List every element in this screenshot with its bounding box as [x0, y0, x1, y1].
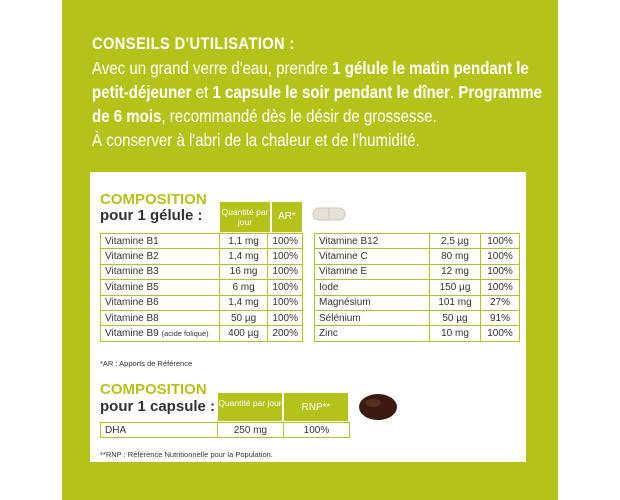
comp1-qty-header-label: Quantité par jour: [221, 207, 269, 227]
nutrient-name: [101, 310, 220, 325]
nutrient-name-text: Vitamine B12: [319, 235, 379, 247]
nutrient-quantity: 6 mg: [219, 280, 268, 295]
nutrient-name-text: Vitamine B8: [105, 312, 159, 324]
nutrient-quantity: 10 mg: [430, 326, 481, 341]
nutrient-percent: 100%: [481, 326, 520, 341]
usage-heading: CONSEILS D'UTILISATION :: [92, 34, 295, 53]
nutrient-percent: 27%: [481, 295, 520, 310]
comp1-table-right: [314, 233, 520, 342]
table-row: [101, 234, 303, 249]
nutrient-percent: 100%: [268, 234, 303, 249]
nutrient-percent: 200%: [268, 326, 303, 341]
nutrient-quantity: 250 mg: [217, 423, 283, 438]
comp1-title: COMPOSITION: [100, 191, 207, 208]
comp2-footnote: **RNP : Référence Nutritionnelle pour la Population.: [100, 450, 273, 459]
nutrient-quantity: 1,4 mg: [219, 249, 268, 264]
usage-text-1: Avec un grand verre d'eau, prendre: [92, 58, 333, 78]
usage-text-6: Programme de 6 mois: [92, 82, 542, 126]
nutrient-name: [101, 249, 220, 264]
nutrient-name-text: Vitamine B2: [105, 251, 159, 263]
table-row: [101, 264, 303, 279]
comp2-qty-header: [218, 393, 282, 421]
table-row: [315, 264, 520, 279]
comp1-table-left: [100, 233, 303, 342]
nutrient-quantity: 16 mg: [219, 264, 268, 279]
comp2-ref-header-label: RNP**: [301, 402, 331, 413]
nutrient-name-text: Vitamine B3: [105, 266, 159, 278]
comp2-qty-header-label: Quantité par jour: [218, 398, 282, 408]
table-row: [315, 280, 520, 295]
nutrient-name-text: Vitamine C: [319, 251, 368, 263]
nutrient-name-text: Vitamine B5: [105, 281, 159, 293]
table-row: [101, 295, 303, 310]
nutrient-quantity: 12 mg: [430, 264, 481, 279]
nutrient-quantity: 50 µg: [430, 310, 481, 325]
table-row: [315, 310, 520, 325]
comp1-ref-header-label: AR*: [278, 211, 296, 222]
nutrient-percent: 100%: [268, 280, 303, 295]
table-row: [315, 249, 520, 264]
nutrient-name-text: Vitamine B1: [105, 235, 159, 247]
nutrient-name: [101, 264, 220, 279]
nutrient-percent: 100%: [283, 423, 349, 438]
usage-instructions: [92, 32, 548, 152]
nutrient-name: [315, 249, 430, 264]
nutrient-name-text: Vitamine B9: [105, 328, 159, 340]
table-row: [315, 234, 520, 249]
nutrient-extra: (acide folique): [161, 329, 209, 339]
nutrient-percent: 100%: [268, 249, 303, 264]
nutrient-percent: 100%: [481, 234, 520, 249]
table-row: [101, 310, 303, 325]
nutrient-quantity: 50 µg: [219, 310, 268, 325]
nutrient-percent: 100%: [268, 295, 303, 310]
nutrient-percent: 100%: [481, 264, 520, 279]
green-panel: [62, 0, 558, 500]
nutrient-name: [101, 280, 220, 295]
nutrient-name: [101, 326, 220, 341]
comp2-table: [100, 422, 350, 438]
usage-text-4: 1 capsule le soir pendant le dîner: [212, 82, 450, 102]
comp1-subtitle: pour 1 gélule :: [100, 207, 203, 224]
nutrient-name: [315, 280, 430, 295]
nutrient-name-text: DHA: [105, 424, 127, 436]
nutrient-name: [101, 234, 220, 249]
usage-text-7: , recommandé dès le désir de grossesse.: [161, 106, 437, 126]
usage-text-5: .: [449, 82, 459, 102]
table-row: [315, 295, 520, 310]
nutrient-quantity: 101 mg: [430, 295, 481, 310]
table-row: [101, 423, 350, 438]
nutrient-name: [315, 295, 430, 310]
nutrient-name-text: Zinc: [319, 328, 338, 340]
table-row: [101, 326, 303, 341]
comp1-ref-header: [272, 202, 302, 232]
comp2-title: COMPOSITION: [100, 381, 207, 398]
comp1-qty-header: [220, 202, 270, 232]
gelule-icon: [312, 207, 346, 221]
table-row: [101, 280, 303, 295]
nutrient-quantity: 80 mg: [430, 249, 481, 264]
nutrient-name: [315, 264, 430, 279]
nutrient-percent: 100%: [481, 280, 520, 295]
nutrient-name-text: Vitamine B6: [105, 297, 159, 309]
nutrient-percent: 100%: [268, 310, 303, 325]
nutrient-name-text: Sélénium: [319, 312, 361, 324]
nutrient-percent: 91%: [481, 310, 520, 325]
nutrient-percent: 100%: [268, 264, 303, 279]
nutrient-name-text: Magnésium: [319, 297, 371, 309]
nutrient-name: [101, 295, 220, 310]
usage-text: [92, 56, 548, 128]
nutrient-quantity: 2,5 µg: [430, 234, 481, 249]
nutrient-name-text: Iode: [319, 281, 339, 293]
comp2-ref-header: [284, 393, 348, 421]
nutrient-quantity: 1,4 mg: [219, 295, 268, 310]
nutrient-quantity: 1,1 mg: [219, 234, 268, 249]
comp2-subtitle: pour 1 capsule :: [100, 398, 216, 415]
nutrient-name: [315, 326, 430, 341]
nutrient-name: [315, 310, 430, 325]
usage-text-3: et: [191, 82, 213, 102]
storage-text: À conserver à l'abri de la chaleur et de l'humidité.: [92, 130, 420, 150]
nutrient-name: [101, 423, 218, 438]
usage-text-2: 1 gélule le matin pendant le petit-déjeuner: [92, 58, 529, 102]
table-row: [101, 249, 303, 264]
comp1-footnote: *AR : Apports de Référence: [100, 359, 193, 368]
composition-card: [90, 172, 526, 462]
nutrient-percent: 100%: [481, 249, 520, 264]
nutrient-name: [315, 234, 430, 249]
nutrient-quantity: 400 µg: [219, 326, 268, 341]
table-row: [315, 326, 520, 341]
nutrient-quantity: 150 µg: [430, 280, 481, 295]
nutrient-name-text: Vitamine E: [319, 266, 368, 278]
capsule-icon: [358, 392, 398, 422]
